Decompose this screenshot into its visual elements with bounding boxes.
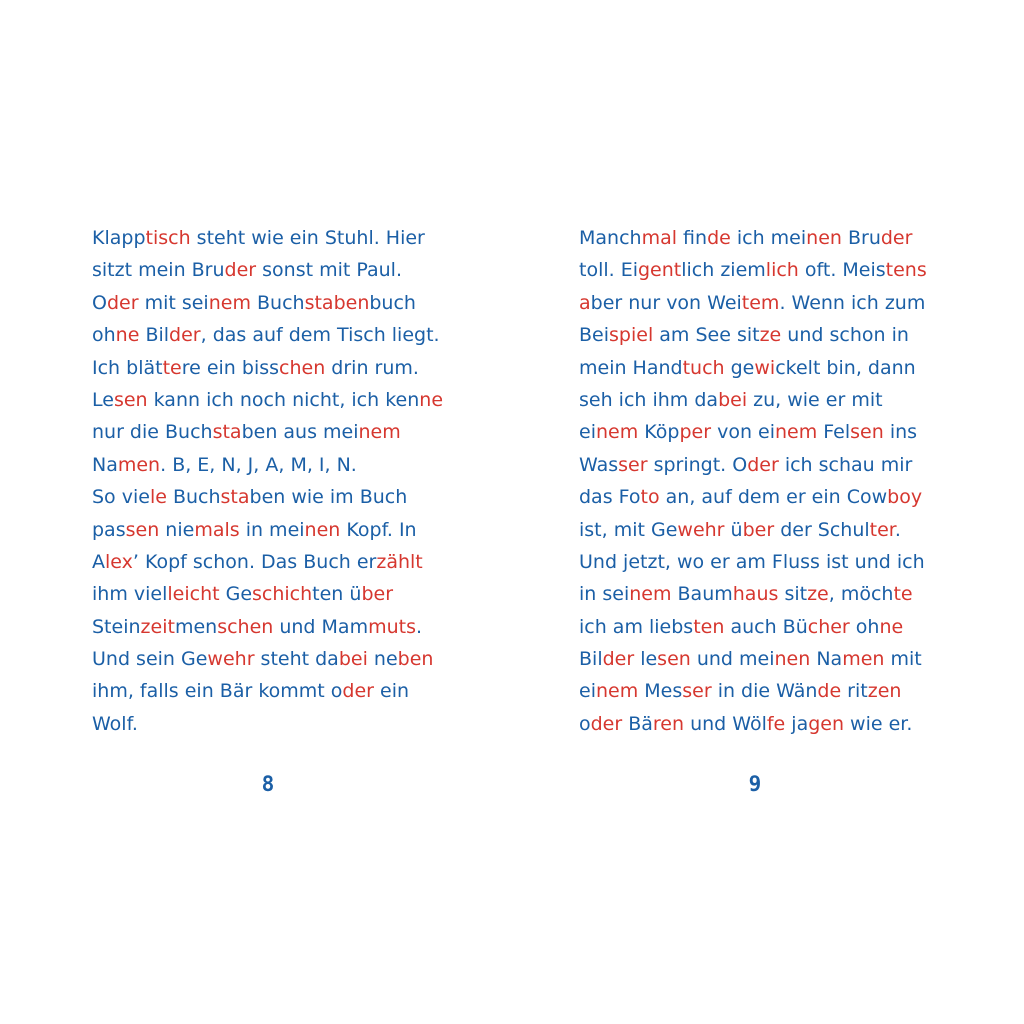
text-line (579, 416, 927, 448)
text-segment: nur die Buch (92, 421, 213, 444)
highlighted-syllable: leicht (167, 583, 220, 606)
text-segment: zu, wie er mit (747, 388, 883, 411)
text-segment: Baum (671, 583, 733, 606)
highlighted-syllable: sen (850, 421, 884, 444)
text-segment: in die Wän (711, 680, 818, 703)
text-segment: Ge (219, 583, 253, 606)
highlighted-syllable: nen (806, 227, 842, 249)
text-segment: und Wöl (684, 712, 767, 735)
text-segment: am See sit (653, 324, 760, 347)
text-segment: und Mam (273, 615, 369, 638)
text-line (579, 611, 927, 643)
text-segment: seh ich ihm da (579, 388, 719, 411)
highlighted-syllable: ne (879, 615, 904, 638)
text-segment: rit (841, 680, 868, 703)
text-segment: Was (579, 453, 619, 476)
highlighted-syllable: ser (682, 680, 712, 703)
text-segment: Kopf. In (340, 518, 417, 541)
text-line (579, 287, 927, 319)
highlighted-syllable: ren (652, 712, 685, 735)
highlighted-syllable: nem (629, 583, 672, 606)
highlighted-syllable: nem (358, 421, 401, 444)
text-line (579, 481, 927, 513)
text-segment: ja (785, 712, 809, 735)
text-segment: nie (159, 518, 195, 541)
text-segment: ihm, falls ein Bär kommt o (92, 680, 343, 703)
highlighted-syllable: to (640, 486, 660, 509)
text-segment: ckelt bin, dann (775, 356, 916, 379)
text-line (579, 643, 927, 675)
text-line (92, 319, 443, 351)
highlighted-syllable: wi (754, 356, 776, 379)
highlighted-syllable: schen (217, 615, 274, 638)
text-line (92, 578, 443, 610)
text-segment: men (174, 615, 218, 638)
text-segment: kann ich noch nicht, ich ken (147, 388, 420, 411)
highlighted-syllable: nem (595, 421, 639, 444)
highlighted-syllable: sta (220, 486, 250, 509)
text-line (579, 222, 927, 254)
highlighted-syllable: nen (304, 518, 341, 541)
text-segment: A (92, 550, 105, 573)
highlighted-syllable: sen (125, 518, 160, 541)
text-segment: ei (579, 680, 596, 703)
highlighted-syllable: gen (808, 712, 845, 735)
highlighted-syllable: tens (885, 259, 927, 282)
text-segment: pas (92, 518, 126, 541)
text-line (92, 708, 443, 740)
highlighted-syllable: der (747, 453, 779, 476)
highlighted-syllable: ze (759, 324, 782, 347)
highlighted-syllable: lex (105, 550, 133, 573)
highlighted-syllable: de (707, 227, 731, 249)
text-line (579, 708, 927, 740)
text-segment: Und jetzt, wo er am Fluss ist und ich (579, 550, 925, 573)
text-segment: Mes (638, 680, 683, 703)
highlighted-syllable: gent (638, 259, 682, 282)
text-line (92, 254, 443, 286)
text-segment: Stein (92, 615, 141, 638)
text-segment: ist, mit Ge (579, 518, 678, 541)
text-segment: buch (369, 291, 416, 314)
text-line (579, 319, 927, 351)
highlighted-syllable: der (880, 227, 913, 249)
text-segment: . Wenn ich zum (779, 291, 926, 314)
text-segment: sonst mit Paul. (256, 259, 402, 282)
highlighted-syllable: cher (807, 615, 850, 638)
text-segment: mit (884, 648, 922, 671)
text-segment: fin (677, 227, 708, 249)
highlighted-syllable: ne (115, 324, 140, 347)
text-line (92, 287, 443, 319)
text-segment: und schon in (781, 324, 909, 347)
text-segment: oh (849, 615, 880, 638)
text-segment: Köp (638, 421, 680, 444)
text-segment: Bil (579, 648, 603, 671)
text-line (579, 675, 927, 707)
highlighted-syllable: men (117, 453, 161, 476)
text-segment: Buch (166, 486, 221, 509)
text-segment: ihm viel (92, 583, 168, 606)
highlighted-syllable: mals (194, 518, 240, 541)
highlighted-syllable: zählt (376, 550, 423, 573)
text-segment: ins (883, 421, 918, 444)
text-line (92, 611, 443, 643)
text-segment: in sei (579, 583, 630, 606)
text-segment: das Fo (579, 486, 641, 509)
highlighted-syllable: tem (741, 291, 780, 314)
highlighted-syllable: spiel (609, 324, 654, 347)
text-segment: ’ Kopf schon. Das Buch er (132, 550, 377, 573)
page-number-left: 8 (261, 772, 275, 796)
highlighted-syllable: ten (693, 615, 725, 638)
highlighted-syllable: der (342, 680, 374, 703)
text-segment: Bru (841, 227, 881, 249)
text-segment: und mei (690, 648, 775, 671)
highlighted-syllable: sta (212, 421, 242, 444)
text-segment: mein Hand (579, 356, 683, 379)
highlighted-syllable: te (162, 356, 182, 379)
text-line (92, 416, 443, 448)
highlighted-syllable: lich (765, 259, 799, 282)
text-segment: ei (579, 421, 596, 444)
text-line (579, 546, 927, 578)
highlighted-syllable: der (106, 291, 139, 314)
text-segment: o (579, 712, 591, 735)
text-segment: . (416, 615, 423, 638)
highlighted-syllable: nem (595, 680, 639, 703)
text-segment: Bei (579, 324, 610, 347)
left-page-text (92, 222, 443, 740)
text-segment: toll. Ei (579, 259, 638, 282)
text-segment: , das auf dem Tisch liegt. (200, 324, 440, 347)
text-segment: Bil (139, 324, 170, 347)
highlighted-syllable: boy (887, 486, 923, 509)
highlighted-syllable: zen (867, 680, 902, 703)
highlighted-syllable: wehr (677, 518, 725, 541)
highlighted-syllable: bei (718, 388, 748, 411)
highlighted-syllable: ne (419, 388, 444, 411)
text-segment: steht da (254, 648, 339, 671)
highlighted-syllable: der (602, 648, 635, 671)
text-segment: mit sei (138, 291, 209, 314)
text-segment: drin rum. (325, 356, 419, 379)
highlighted-syllable: wehr (207, 648, 255, 671)
text-segment: oft. Meis (798, 259, 886, 282)
right-page-text (579, 222, 927, 740)
highlighted-syllable: ser (618, 453, 648, 476)
text-segment: springt. O (647, 453, 748, 476)
highlighted-syllable: mal (641, 227, 678, 249)
highlighted-syllable: chen (279, 356, 326, 379)
highlighted-syllable: sen (113, 388, 148, 411)
text-segment: ich mei (730, 227, 807, 249)
highlighted-syllable: ze (807, 583, 829, 606)
text-segment: ge (724, 356, 755, 379)
text-segment: ich am liebs (579, 615, 694, 638)
highlighted-syllable: per (679, 421, 712, 444)
text-segment: Wolf. (92, 712, 138, 735)
text-segment: , möch (828, 583, 894, 606)
text-segment: Und sein Ge (92, 648, 208, 671)
highlighted-syllable: sen (657, 648, 691, 671)
text-segment: der Schul (774, 518, 870, 541)
text-line (92, 384, 443, 416)
text-line (92, 643, 443, 675)
text-segment: Buch (250, 291, 305, 314)
highlighted-syllable: a (579, 291, 591, 314)
text-segment: sit (778, 583, 808, 606)
text-line (92, 449, 443, 481)
text-segment: . (894, 518, 901, 541)
highlighted-syllable: le (149, 486, 167, 509)
highlighted-syllable: ben (397, 648, 434, 671)
page-number-right: 9 (748, 772, 762, 796)
text-segment: in mei (239, 518, 305, 541)
highlighted-syllable: muts (368, 615, 416, 638)
text-segment: . B, E, N, J, A, M, I, N. (160, 453, 357, 476)
highlighted-syllable: zeit (140, 615, 175, 638)
text-line (92, 546, 443, 578)
highlighted-syllable: ber (742, 518, 775, 541)
text-line (92, 222, 443, 254)
text-segment: Na (810, 648, 843, 671)
highlighted-syllable: tisch (145, 227, 191, 249)
text-segment: ne (367, 648, 398, 671)
highlighted-syllable: nem (775, 421, 818, 444)
text-line (92, 675, 443, 707)
text-segment: auch Bü (724, 615, 808, 638)
text-segment: re ein biss (181, 356, 280, 379)
text-segment: Na (92, 453, 118, 476)
text-segment: ber nur von Wei (590, 291, 742, 314)
highlighted-syllable: ber (361, 583, 393, 606)
highlighted-syllable: bei (338, 648, 368, 671)
highlighted-syllable: de (817, 680, 842, 703)
text-line (92, 481, 443, 513)
highlighted-syllable: nem (208, 291, 251, 314)
highlighted-syllable: tuch (682, 356, 725, 379)
highlighted-syllable: staben (304, 291, 370, 314)
text-segment: Le (92, 388, 114, 411)
highlighted-syllable: der (169, 324, 201, 347)
text-segment: Ich blät (92, 356, 163, 379)
highlighted-syllable: der (224, 259, 257, 282)
highlighted-syllable: nen (774, 648, 811, 671)
text-segment: lich ziem (681, 259, 766, 282)
highlighted-syllable: fe (766, 712, 786, 735)
highlighted-syllable: haus (732, 583, 779, 606)
text-segment: Bä (622, 712, 653, 735)
text-segment: So vie (92, 486, 150, 509)
text-segment: ben wie im Buch (249, 486, 408, 509)
text-segment: ben aus mei (241, 421, 359, 444)
highlighted-syllable: ter (869, 518, 895, 541)
text-line (92, 514, 443, 546)
text-segment: O (92, 291, 107, 314)
text-segment: steht wie ein Stuhl. Hier (190, 227, 425, 249)
text-line (579, 578, 927, 610)
text-line (579, 352, 927, 384)
text-line (579, 254, 927, 286)
text-segment: ein (373, 680, 410, 703)
text-segment: sitzt mein Bru (92, 259, 225, 282)
text-segment: le (634, 648, 658, 671)
highlighted-syllable: te (893, 583, 913, 606)
text-line (579, 449, 927, 481)
text-segment: an, auf dem er ein Cow (659, 486, 888, 509)
text-line (579, 384, 927, 416)
highlighted-syllable: schich (252, 583, 313, 606)
text-segment: wie er. (844, 712, 913, 735)
text-segment: ich schau mir (778, 453, 913, 476)
text-segment: Fel (817, 421, 851, 444)
text-segment: ü (724, 518, 743, 541)
text-line (92, 352, 443, 384)
text-segment: Manch (579, 227, 642, 249)
text-line (579, 514, 927, 546)
highlighted-syllable: men (842, 648, 885, 671)
text-segment: oh (92, 324, 116, 347)
text-segment: ten ü (312, 583, 362, 606)
highlighted-syllable: der (590, 712, 623, 735)
text-segment: von ei (711, 421, 775, 444)
text-segment: Klapp (92, 227, 146, 249)
